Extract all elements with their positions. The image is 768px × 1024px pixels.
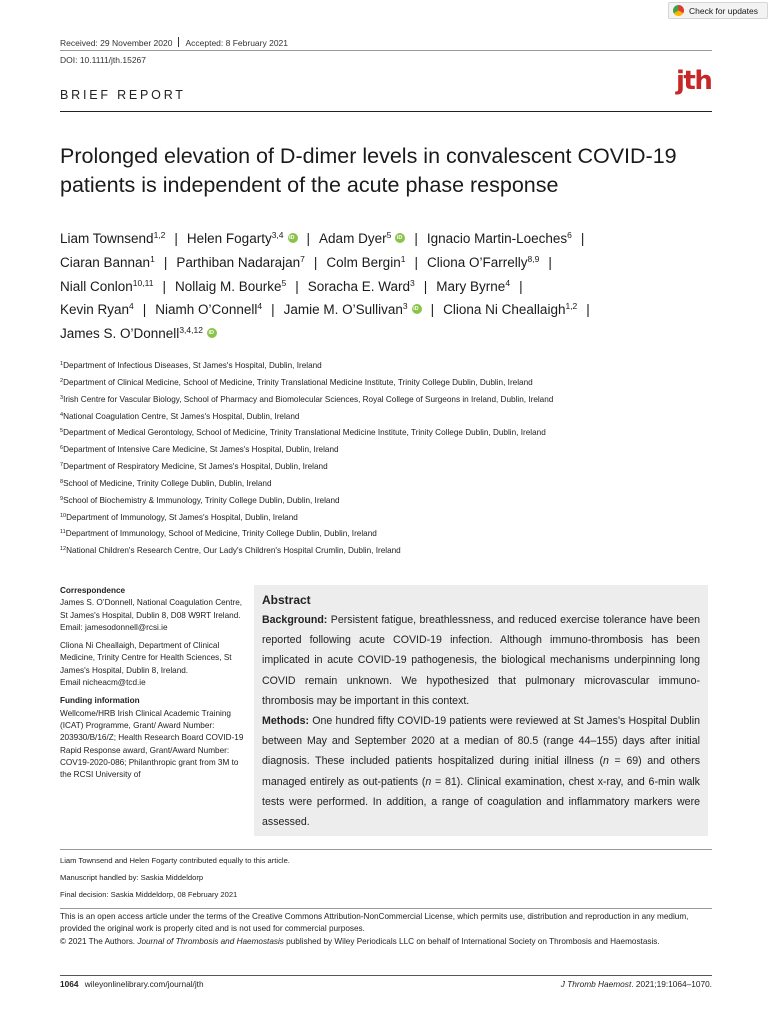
notes-divider bbox=[60, 849, 712, 850]
accepted-date: Accepted: 8 February 2021 bbox=[185, 38, 289, 48]
affiliation-number: 2 bbox=[60, 377, 64, 384]
check-updates-icon bbox=[673, 5, 684, 16]
affiliation-text: Department of Immunology, School of Medicine, Trinity College Dublin, Dublin, Ireland bbox=[65, 529, 377, 539]
journal-url[interactable]: wileyonlinelibrary.com/journal/jth bbox=[84, 979, 204, 989]
copyright-prefix: © 2021 The Authors. bbox=[60, 936, 138, 946]
orcid-icon[interactable] bbox=[395, 233, 405, 243]
affiliation-number: 12 bbox=[60, 546, 67, 553]
author-name[interactable]: Adam Dyer bbox=[319, 231, 387, 246]
affiliation-text: Department of Medical Gerontology, School of Medicine, Trinity Translational Medicine Institute, Trinity College Dublin, Dublin, Ireland bbox=[63, 428, 546, 438]
affiliation-text: Department of Clinical Medicine, School of Medicine, Trinity Translational Medicine Institute, Trinity College Dublin, Dublin, Ireland bbox=[63, 377, 533, 387]
affiliation-number: 9 bbox=[60, 495, 64, 502]
author-name[interactable]: Colm Bergin bbox=[326, 254, 401, 270]
author-affiliation-marker: 3 bbox=[410, 277, 415, 288]
author-name[interactable]: Soracha E. Ward bbox=[307, 278, 411, 294]
license-block bbox=[60, 911, 712, 948]
author-separator: | bbox=[306, 231, 311, 246]
methods-text-a: One hundred fifty COVID-19 patients were reviewed at St James's Hospital Dublin between May and September 2020 at a median of 80.5 (range 44–155) days after initial diagnosis. These included patients hospitalized during initial illness ( bbox=[262, 715, 700, 768]
author-list bbox=[60, 227, 720, 346]
affiliation-item bbox=[60, 526, 720, 543]
author-separator: | bbox=[519, 278, 523, 294]
license-divider bbox=[60, 908, 712, 909]
affiliation-list bbox=[60, 358, 720, 560]
author-separator: | bbox=[414, 231, 418, 246]
author-separator: | bbox=[163, 254, 168, 270]
author-name[interactable]: Helen Fogarty bbox=[186, 231, 272, 246]
correspondence-secondary-email[interactable]: Email nicheacm@tcd.ie bbox=[60, 678, 146, 688]
correspondence-primary: James S. O’Donnell, National Coagulation Centre, St James's Hospital, Dublin 8, D08 W9RT Ireland. bbox=[60, 598, 243, 620]
affiliation-item bbox=[60, 425, 720, 442]
footer-divider bbox=[60, 975, 712, 976]
orcid-icon[interactable] bbox=[207, 328, 217, 338]
abstract-box bbox=[254, 585, 708, 836]
author-name[interactable]: Niamh O’Connell bbox=[155, 302, 258, 318]
author-name[interactable]: Jamie M. O’Sullivan bbox=[283, 302, 403, 318]
copyright-journal: Journal of Thrombosis and Haemostasis bbox=[137, 936, 284, 946]
affiliation-number: 1 bbox=[60, 361, 64, 367]
author-separator: | bbox=[423, 278, 428, 294]
author-name[interactable]: Cliona Ni Cheallaigh bbox=[443, 302, 566, 318]
copyright-suffix: published by Wiley Periodicals LLC on behalf of International Society on Thrombosis and Haemostasis. bbox=[283, 936, 660, 946]
handled-by-note: Manuscript handled by: Saskia Middeldorp bbox=[60, 872, 204, 882]
author-name[interactable]: James S. O’Donnell bbox=[60, 326, 180, 342]
affiliation-number: 11 bbox=[60, 529, 66, 536]
author-affiliation-marker: 4 bbox=[505, 277, 511, 288]
affiliation-text: Department of Infectious Diseases, St James's Hospital, Dublin, Ireland bbox=[63, 361, 322, 370]
received-date: Received: 29 November 2020 bbox=[60, 38, 173, 48]
methods-n1: n bbox=[603, 755, 609, 768]
affiliation-item bbox=[60, 392, 720, 409]
author-affiliation-marker: 7 bbox=[300, 253, 305, 264]
methods-text-c: = 81). Clinical examination, chest x-ray, and 6-min walk tests were performed. In addition, a range of coagulation and inflammatory markers were assessed. bbox=[262, 775, 700, 829]
copyright-text bbox=[60, 936, 712, 948]
check-for-updates-button[interactable] bbox=[668, 2, 768, 19]
author-name[interactable]: Nollaig M. Bourke bbox=[174, 278, 282, 294]
author-affiliation-marker: 1,2 bbox=[153, 230, 166, 240]
affiliation-item bbox=[60, 358, 720, 375]
page-number: 1064 bbox=[60, 979, 79, 989]
author-affiliation-marker: 6 bbox=[567, 230, 572, 240]
author-affiliation-marker: 1 bbox=[400, 253, 406, 264]
affiliation-item bbox=[60, 442, 720, 459]
check-updates-label: Check for updates bbox=[689, 5, 758, 16]
author-name[interactable]: Cliona O’Farrelly bbox=[426, 254, 528, 270]
affiliation-text: National Coagulation Centre, St James's Hospital, Dublin, Ireland bbox=[63, 411, 300, 421]
author-separator: | bbox=[414, 254, 418, 270]
author-name[interactable]: Mary Byrne bbox=[436, 278, 506, 294]
page-footer bbox=[60, 979, 712, 989]
affiliation-number: 8 bbox=[60, 478, 64, 485]
affiliation-text: School of Biochemistry & Immunology, Trinity College Dublin, Dublin, Ireland bbox=[63, 495, 340, 505]
affiliation-item bbox=[60, 543, 720, 560]
author-separator: | bbox=[162, 278, 166, 294]
affiliation-text: National Children's Research Centre, Our Lady's Children's Hospital Crumlin, Dublin, Ireland bbox=[66, 546, 401, 556]
article-type-divider bbox=[60, 111, 712, 112]
sidebar-info bbox=[60, 585, 245, 781]
journal-logo: jth bbox=[676, 66, 712, 96]
methods-n2: n bbox=[425, 775, 432, 788]
background-label: Background: bbox=[262, 614, 328, 626]
article-title: Prolonged elevation of D-dimer levels in convalescent COVID-19 patients is independent of the acute phase response bbox=[60, 144, 677, 197]
affiliation-item bbox=[60, 493, 720, 510]
affiliation-text: Irish Centre for Vascular Biology, School of Pharmacy and Biomolecular Sciences, Royal College of Surgeons in Ireland, Dublin, Ireland bbox=[63, 394, 554, 404]
affiliation-text: Department of Intensive Care Medicine, St James's Hospital, Dublin, Ireland bbox=[63, 445, 339, 455]
equal-contribution-note: Liam Townsend and Helen Fogarty contributed equally to this article. bbox=[60, 856, 290, 865]
funding-text: Wellcome/HRB Irish Clinical Academic Training (ICAT) Programme, Grant/ Award Number: 203930/B/16/Z; Health Research Board COVID-19 Rapid Response award, Grant/Award Number: COV19-2020-086; Philanthropic grant from 3M to the RCSI University of bbox=[60, 708, 244, 780]
doi[interactable]: DOI: 10.1111/jth.15267 bbox=[60, 55, 147, 65]
author-affiliation-marker: 1,2 bbox=[565, 301, 578, 312]
affiliation-number: 5 bbox=[60, 428, 64, 435]
author-separator: | bbox=[580, 231, 585, 246]
author-name[interactable]: Parthiban Nadarajan bbox=[176, 254, 301, 270]
author-name[interactable]: Ignacio Martin-Loeches bbox=[426, 231, 568, 246]
affiliation-text: School of Medicine, Trinity College Dublin, Dublin, Ireland bbox=[63, 478, 272, 488]
affiliation-number: 4 bbox=[60, 411, 64, 418]
author-affiliation-marker: 3 bbox=[402, 301, 408, 312]
abstract-text bbox=[262, 610, 700, 832]
affiliation-item bbox=[60, 476, 720, 493]
affiliation-item bbox=[60, 459, 720, 476]
correspondence-secondary: Cliona Ni Cheallaigh, Department of Clinical Medicine, Trinity Centre for Health Sciences, St James's Hospital, Dublin 8, Ireland. bbox=[60, 641, 232, 675]
citation-rest: . 2021;19:1064–1070. bbox=[631, 979, 712, 989]
author-separator: | bbox=[295, 278, 299, 294]
author-separator: | bbox=[313, 254, 318, 270]
article-type: BRIEF REPORT bbox=[60, 88, 186, 102]
citation bbox=[561, 979, 712, 989]
affiliation-number: 6 bbox=[60, 445, 64, 452]
author-separator: | bbox=[430, 302, 435, 318]
affiliation-text: Department of Respiratory Medicine, St James's Hospital, Dublin, Ireland bbox=[63, 462, 328, 472]
funding-heading: Funding information bbox=[60, 696, 140, 706]
affiliation-item bbox=[60, 375, 720, 392]
author-affiliation-marker: 3,4 bbox=[271, 230, 284, 240]
orcid-icon[interactable] bbox=[288, 233, 298, 243]
author-name[interactable]: Ciaran Bannan bbox=[60, 254, 151, 270]
license-text: This is an open access article under the terms of the Creative Commons Attribution-NonCommercial License, which permits use, distribution and reproduction in any medium, provided the original work is properly cited and is not used for commercial purposes. bbox=[60, 912, 689, 934]
author-separator: | bbox=[271, 302, 275, 318]
author-separator: | bbox=[586, 302, 590, 318]
header-divider bbox=[60, 50, 712, 51]
author-separator: | bbox=[174, 231, 178, 246]
author-name[interactable]: Kevin Ryan bbox=[60, 302, 130, 318]
affiliation-number: 10 bbox=[60, 512, 67, 519]
author-affiliation-marker: 5 bbox=[281, 277, 287, 288]
author-name[interactable]: Liam Townsend bbox=[60, 231, 154, 246]
methods-label: Methods: bbox=[262, 715, 310, 728]
affiliation-number: 7 bbox=[60, 462, 64, 469]
author-affiliation-marker: 4 bbox=[129, 301, 134, 312]
correspondence-heading: Correspondence bbox=[60, 586, 126, 595]
author-affiliation-marker: 10,11 bbox=[132, 277, 154, 288]
affiliation-number: 3 bbox=[60, 394, 64, 401]
abstract-heading: Abstract bbox=[262, 593, 311, 607]
dates-line bbox=[60, 37, 294, 48]
methods-text-b: = 69) and others managed entirely as out-patients ( bbox=[262, 755, 701, 788]
citation-journal: J Thromb Haemost bbox=[560, 979, 632, 989]
correspondence-primary-email[interactable]: Email: jamesodonnell@rcsi.ie bbox=[60, 622, 168, 632]
author-affiliation-marker: 5 bbox=[386, 230, 392, 240]
author-affiliation-marker: 1 bbox=[150, 253, 155, 264]
affiliation-item bbox=[60, 409, 720, 426]
affiliation-text: Department of Immunology, St James's Hospital, Dublin, Ireland bbox=[66, 512, 298, 522]
author-separator: | bbox=[142, 302, 147, 318]
final-decision-note: Final decision: Saskia Middeldorp, 08 February 2021 bbox=[60, 889, 238, 899]
author-name[interactable]: Niall Conlon bbox=[60, 278, 133, 294]
article-notes bbox=[60, 853, 712, 903]
author-affiliation-marker: 8,9 bbox=[527, 253, 540, 264]
author-affiliation-marker: 3,4,12 bbox=[179, 325, 203, 336]
author-separator: | bbox=[548, 254, 552, 270]
orcid-icon[interactable] bbox=[412, 304, 422, 314]
background-text: Persistent fatigue, breathlessness, and reduced exercise tolerance have been reported following acute COVID-19 infection. Although immuno-thrombosis has been implicated in acute COVID-19 pathogenesis, the biological mechanisms underpinning long COVID remain unknown. We hypothesized that pulmonary microvascular immuno-thrombosis may be important in this context. bbox=[262, 614, 700, 707]
affiliation-item bbox=[60, 510, 720, 527]
author-affiliation-marker: 4 bbox=[257, 301, 263, 312]
